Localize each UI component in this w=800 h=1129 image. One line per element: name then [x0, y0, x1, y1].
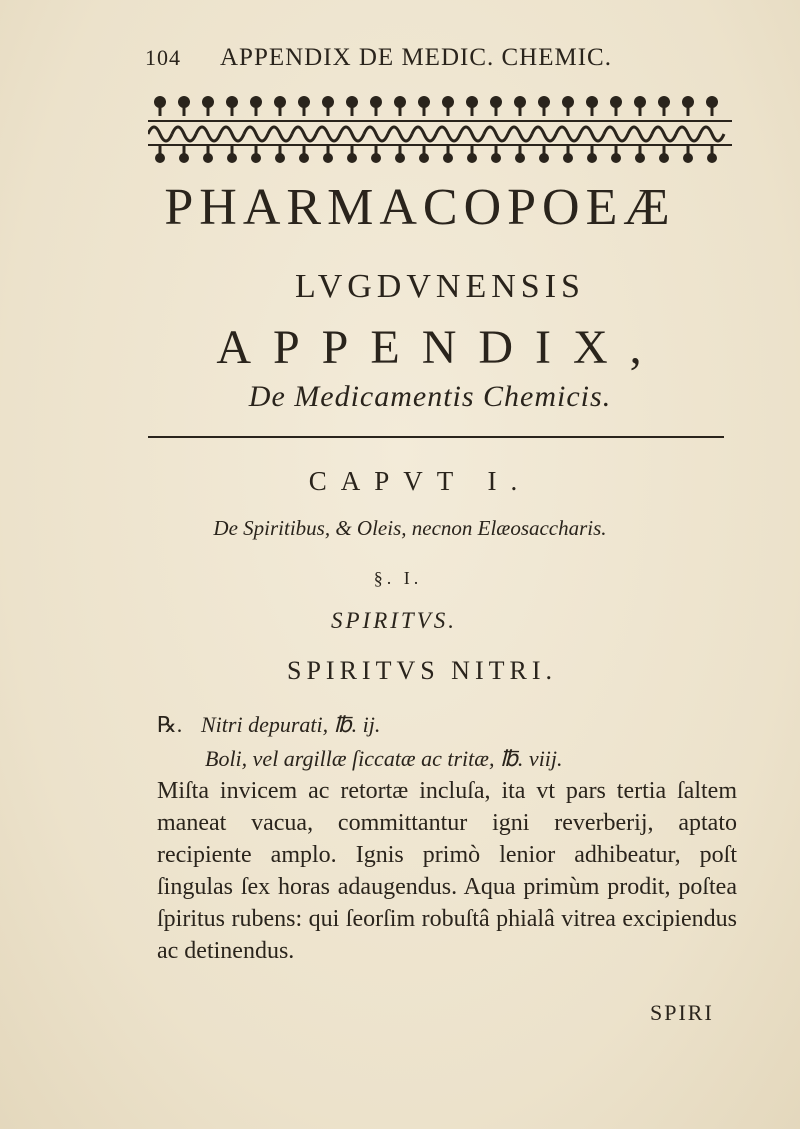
recipe-line-2: Boli, vel argillæ ſiccatæ ac tritæ, ℔. viij.	[205, 746, 563, 771]
chapter-heading: CAPVT I.	[308, 466, 532, 496]
item-title: SPIRITVS NITRI.	[286, 656, 557, 685]
appendix-title: APPENDIX,	[216, 321, 664, 374]
recipe-line-1: Nitri depurati, ℔. ij.	[201, 712, 381, 737]
section-number: §. I.	[373, 568, 423, 588]
section-title: SPIRITVS.	[330, 608, 457, 633]
recipe-symbol: ℞.	[157, 712, 183, 737]
subject-title: De Medicamentis Chemicis.	[248, 380, 612, 413]
running-title: APPENDIX DE MEDIC. CHEMIC.	[220, 44, 612, 71]
divider-rule	[148, 436, 724, 438]
running-header	[145, 44, 715, 72]
chapter-subtitle: De Spiritibus, & Oleis, necnon Elæosaccharis.	[213, 516, 607, 540]
catchword: SPIRI	[650, 1000, 714, 1025]
woodcut-floral-band-icon	[148, 92, 732, 172]
recipe-block	[157, 708, 563, 776]
pharmacopoeia-title: PHARMACOPOEÆ	[164, 179, 676, 236]
page-number: 104	[145, 45, 181, 70]
body-text: Miſta invicem ac retortæ incluſa, ita vt pars tertia ſaltem maneat vacua, committantur igni reverberij, aptato recipiente amplo. Ignis primò lenior adhibeatur, poſt ſingulas ſex horas adaugendus. Aqua primùm prodit, poſtea ſpiritus rubens: qui ſeorſim robuſtâ phialâ vitrea excipiendus ac detinendus.	[157, 778, 737, 964]
lugdunensis-title: LVGDVNENSIS	[295, 268, 585, 305]
body-paragraph	[157, 775, 737, 967]
